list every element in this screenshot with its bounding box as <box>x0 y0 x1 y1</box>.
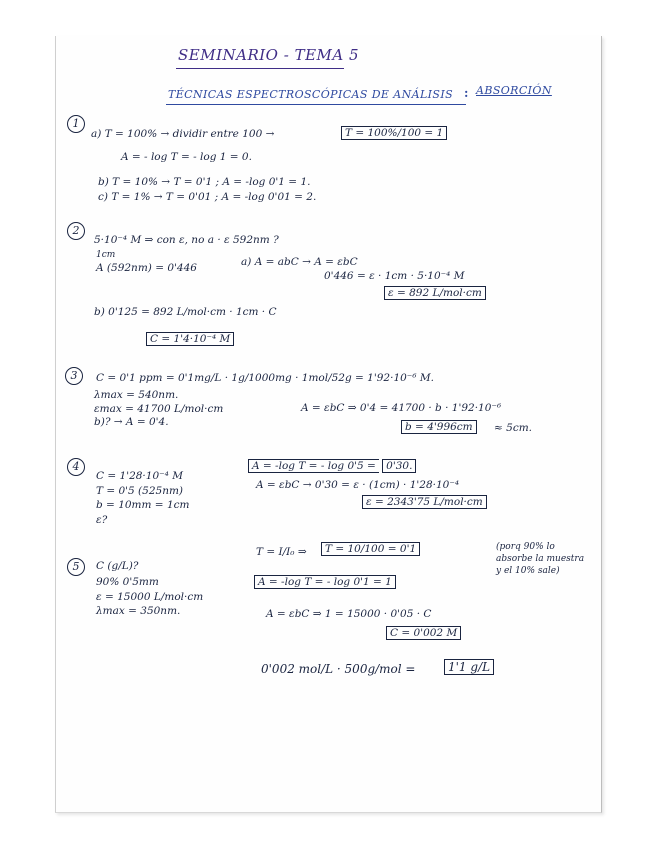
p1-line-a: a) T = 100% → dividir entre 100 → <box>91 128 275 140</box>
p3-line-4: b)? → A = 0'4. <box>94 416 169 428</box>
colon-mark: : <box>464 86 469 100</box>
p5-note-1: (porq 90% lo <box>496 542 555 552</box>
p2-line-b1: b) 0'125 = 892 L/mol·cm · 1cm · C <box>94 306 277 318</box>
p2-answer-box-a: ε = 892 L/mol·cm <box>384 286 486 300</box>
p4-answer-box-a: 0'30. <box>382 459 416 473</box>
p3-line-2: λmax = 540nm. <box>94 389 179 401</box>
notebook-page <box>55 36 602 813</box>
problem-number-4: 4 <box>67 458 85 476</box>
p5-line-r1: T = I/I₀ ⇒ <box>256 546 307 558</box>
p4-line-4: ε? <box>96 514 108 526</box>
p5-line-2: 90% 0'5mm <box>96 576 159 588</box>
p2-line-a1: a) A = abC → A = εbC <box>241 256 358 268</box>
p4-line-r2: A = εbC → 0'30 = ε · (1cm) · 1'28·10⁻⁴ <box>256 479 460 491</box>
p1-line-c: c) T = 1% → T = 0'01 ; A = -log 0'01 = 2. <box>98 191 317 203</box>
p3-line-r1: A = εbC ⇒ 0'4 = 41700 · b · 1'92·10⁻⁶ <box>301 402 502 414</box>
page-title: SEMINARIO - TEMA 5 <box>178 46 360 64</box>
p4-answer-box-b: ε = 2343'75 L/mol·cm <box>362 495 487 509</box>
p1-line-a2: A = - log T = - log 1 = 0. <box>121 151 252 163</box>
subtitle-underline <box>166 104 466 105</box>
p4-line-2: T = 0'5 (525nm) <box>96 485 184 497</box>
p2-answer-box-b: C = 1'4·10⁻⁴ M <box>146 332 234 346</box>
page-subtitle-2: ABSORCIÓN <box>476 84 552 97</box>
p2-line-3: A (592nm) = 0'446 <box>96 262 197 274</box>
p4-line-3: b = 10mm = 1cm <box>96 499 190 511</box>
p3-line-1: C = 0'1 ppm = 0'1mg/L · 1g/1000mg · 1mol/52g = 1'92·10⁻⁶ M. <box>96 372 434 384</box>
p5-line-3: ε = 15000 L/mol·cm <box>96 591 204 603</box>
p5-line-r3: A = εbC ⇒ 1 = 15000 · 0'05 · C <box>266 608 432 620</box>
p4-line-1: C = 1'28·10⁻⁴ M <box>96 470 183 482</box>
p5-line-4: λmax = 350nm. <box>96 605 181 617</box>
p2-line-2: 1cm <box>96 250 116 260</box>
p4-r1-text: A = -log T = - log 0'5 = <box>248 459 379 473</box>
p3-answer-tail: ≈ 5cm. <box>494 422 532 434</box>
problem-number-5: 5 <box>67 558 85 576</box>
p5-answer-box-d: 1'1 g/L <box>444 659 494 675</box>
p5-line-r4: 0'002 mol/L · 500g/mol = <box>261 662 416 676</box>
p5-answer-box-t: T = 10/100 = 0'1 <box>321 542 420 556</box>
p5-line-1: C (g/L)? <box>96 560 139 572</box>
page-subtitle: TÉCNICAS ESPECTROSCÓPICAS DE ANÁLISIS <box>168 88 454 101</box>
title-underline <box>176 68 344 69</box>
p3-line-3: εmax = 41700 L/mol·cm <box>94 403 224 415</box>
problem-number-3: 3 <box>65 367 83 385</box>
p5-note-3: y el 10% sale) <box>496 566 560 576</box>
p5-note-2: absorbe la muestra <box>496 554 585 564</box>
p1-line-b: b) T = 10% → T = 0'1 ; A = -log 0'1 = 1. <box>98 176 311 188</box>
p2-line-1: 5·10⁻⁴ M ⇒ con ε, no a · ε 592nm ? <box>94 234 279 246</box>
problem-number-1: 1 <box>67 115 85 133</box>
p3-answer-box: b = 4'996cm <box>401 420 477 434</box>
p5-answer-box-c: C = 0'002 M <box>386 626 461 640</box>
p1-answer-box-a: T = 100%/100 = 1 <box>341 126 447 140</box>
problem-number-2: 2 <box>67 222 85 240</box>
p5-answer-box-a: A = -log T = - log 0'1 = 1 <box>254 575 396 589</box>
p2-line-a2: 0'446 = ε · 1cm · 5·10⁻⁴ M <box>324 270 465 282</box>
p4-line-r1 <box>248 460 416 472</box>
